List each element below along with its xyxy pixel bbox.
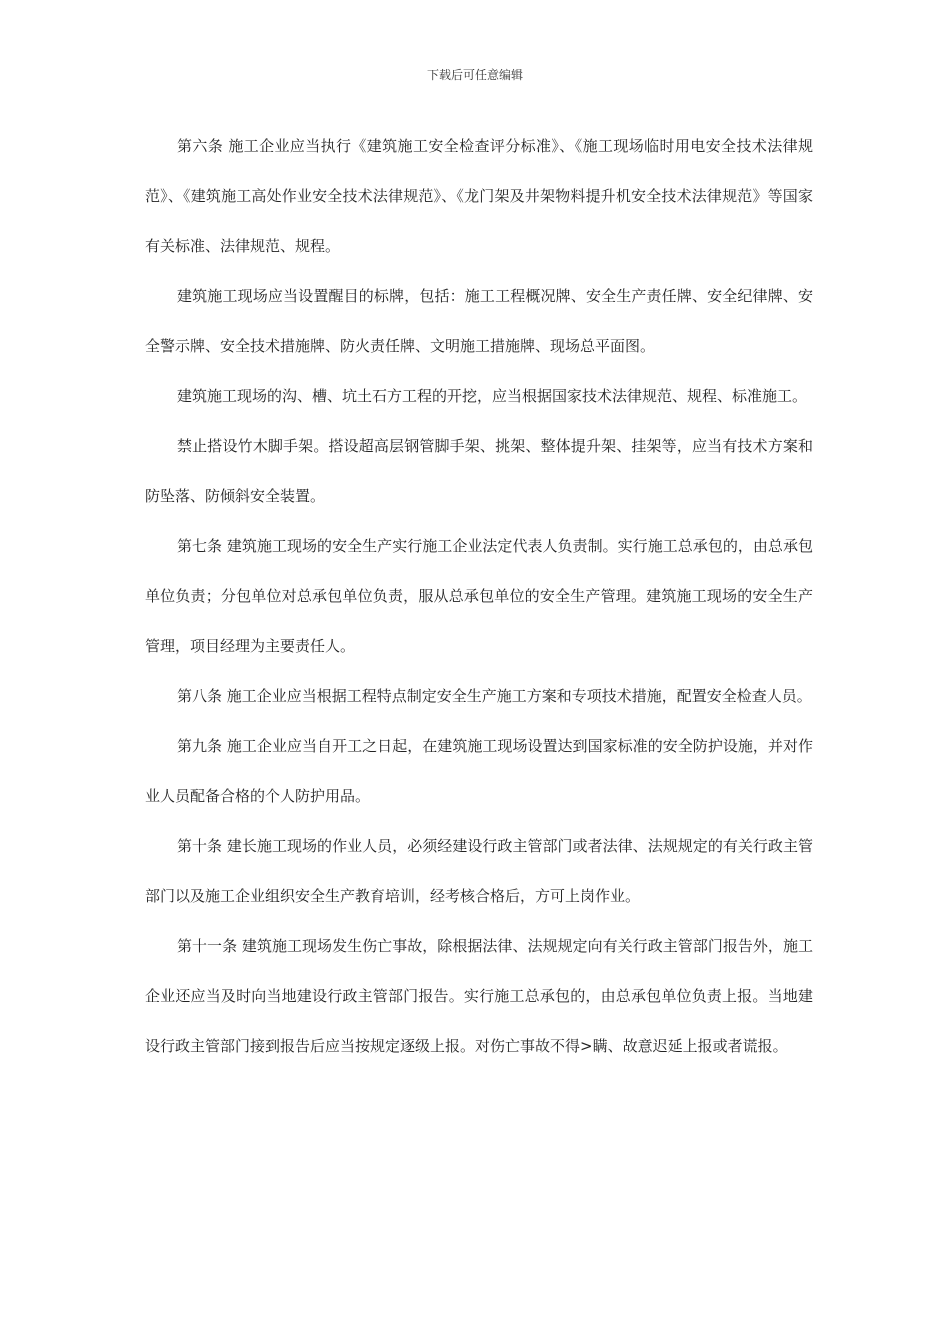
- paragraph-scaffolding: 禁止搭设竹木脚手架。搭设超高层钢管脚手架、挑架、整体提升架、挂架等，应当有技术方案和防坠落、防倾斜安全装置。: [145, 437, 813, 505]
- page-header: 下载后可任意编辑: [426, 68, 523, 82]
- paragraph-article-9: 第九条 施工企业应当自开工之日起，在建筑施工现场设置达到国家标准的安全防护设施，并对作业人员配备合格的个人防护用品。: [145, 737, 813, 805]
- paragraph-article-8: 第八条 施工企业应当根据工程特点制定安全生产施工方案和专项技术措施，配置安全检查人员。: [177, 687, 812, 705]
- paragraph-article-7: 第七条 建筑施工现场的安全生产实行施工企业法定代表人负责制。实行施工总承包的，由总承包单位负责；分包单位对总承包单位负责，服从总承包单位的安全生产管理。建筑施工现场的安全生产管理，项目经理为主要责任人。: [145, 537, 813, 655]
- paragraph-site-signs: 建筑施工现场应当设置醒目的标牌，包括：施工工程概况牌、安全生产责任牌、安全纪律牌、安全警示牌、安全技术措施牌、防火责任牌、文明施工措施牌、现场总平面图。: [145, 287, 813, 355]
- paragraph-article-6: 第六条 施工企业应当执行《建筑施工安全检查评分标准》、《施工现场临时用电安全技术法律规范》、《建筑施工高处作业安全技术法律规范》、《龙门架及井架物料提升机安全技术法律规范》等国家有关标准、法律规范、规程。: [145, 137, 813, 255]
- document-body: [145, 121, 813, 1071]
- paragraph-excavation: 建筑施工现场的沟、槽、坑土石方工程的开挖，应当根据国家技术法律规范、规程、标准施工。: [177, 387, 808, 405]
- paragraph-article-11: 第十一条 建筑施工现场发生伤亡事故，除根据法律、法规规定向有关行政主管部门报告外，施工企业还应当及时向当地建设行政主管部门报告。实行施工总承包的，由总承包单位负责上报。当地建设行政主管部门接到报告后应当按规定逐级上报。对伤亡事故不得>瞒、故意迟延上报或者谎报。: [145, 937, 813, 1055]
- paragraph-article-10: 第十条 建长施工现场的作业人员，必须经建设行政主管部门或者法律、法规规定的有关行政主管部门以及施工企业组织安全生产教育培训，经考核合格后，方可上岗作业。: [145, 837, 813, 905]
